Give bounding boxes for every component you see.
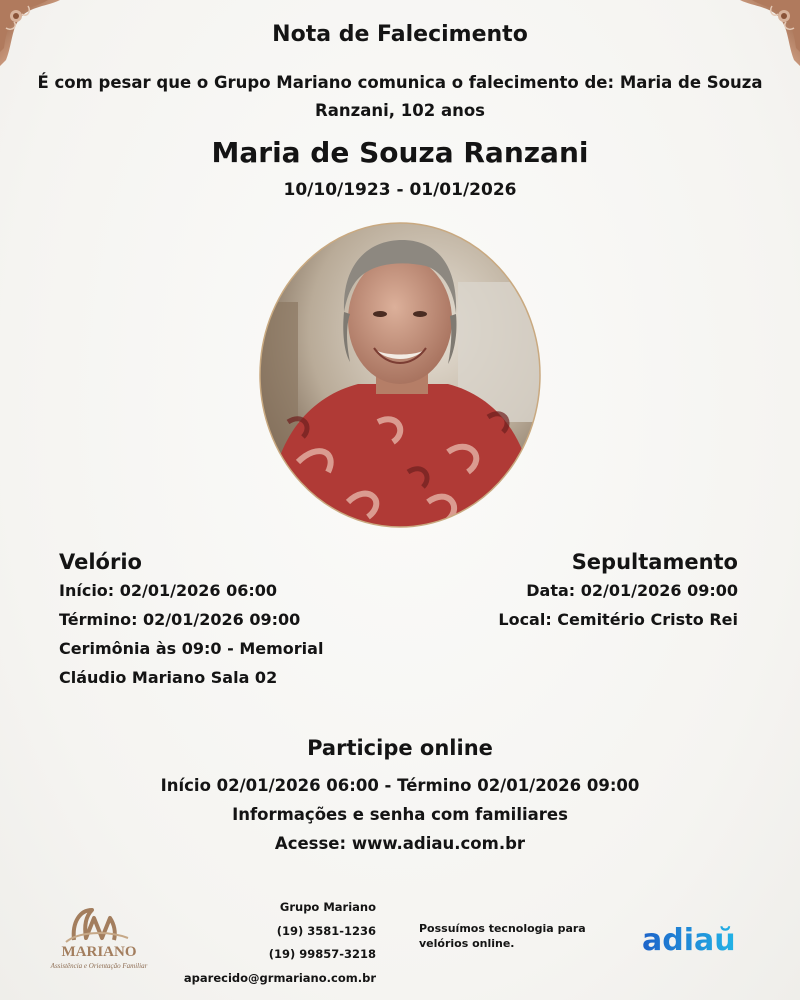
mariano-logo [44, 902, 154, 974]
velorio-inicio: Início: 02/01/2026 06:00 [59, 581, 278, 600]
online-section [0, 734, 800, 858]
deceased-name: Maria de Souza Ranzani [211, 136, 589, 169]
velorio-cerimonia-line2: Cláudio Mariano Sala 02 [59, 668, 278, 687]
velorio-section [59, 548, 389, 692]
online-heading: Participe online [307, 736, 493, 760]
company-name: Grupo Mariano [279, 900, 376, 914]
notice-title: Nota de Falecimento [272, 22, 528, 47]
tech-note: Possuímos tecnologia para velórios online. [419, 922, 586, 950]
online-info: Informações e senha com familiares [232, 805, 568, 824]
email-link[interactable]: aparecido@grmariano.com.br [183, 970, 376, 985]
adiau-logo-text: adiaŭ [642, 923, 736, 958]
sepultamento-data: Data: 02/01/2026 09:00 [526, 581, 738, 600]
life-dates: 10/10/1923 - 01/01/2026 [283, 180, 517, 200]
velorio-termino: Término: 02/01/2026 09:00 [59, 610, 301, 629]
phone-2[interactable]: (19) 99857-3218 [268, 947, 376, 961]
online-access-link[interactable]: Acesse: www.adiau.com.br [274, 834, 526, 853]
adiau-logo [640, 918, 760, 958]
portrait-photo [258, 222, 542, 528]
sepultamento-heading: Sepultamento [571, 550, 738, 574]
online-schedule: Início 02/01/2026 06:00 - Término 02/01/2026 09:00 [160, 776, 640, 795]
phone-1[interactable]: (19) 3581-1236 [276, 923, 376, 938]
announcement-text: É com pesar que o Grupo Mariano comunica o falecimento de: Maria de Souza Ranzani, 102 anos [37, 73, 763, 120]
mariano-logo-tagline: Assistência e Orientação Familiar [50, 962, 148, 970]
sepultamento-section [408, 548, 738, 634]
velorio-heading: Velório [59, 550, 142, 574]
sepultamento-local: Local: Cemitério Cristo Rei [498, 610, 738, 629]
velorio-cerimonia-line1: Cerimônia às 09:0 - Memorial [59, 639, 324, 658]
contact-block [176, 896, 376, 990]
mariano-logo-text: MARIANO [61, 944, 137, 960]
